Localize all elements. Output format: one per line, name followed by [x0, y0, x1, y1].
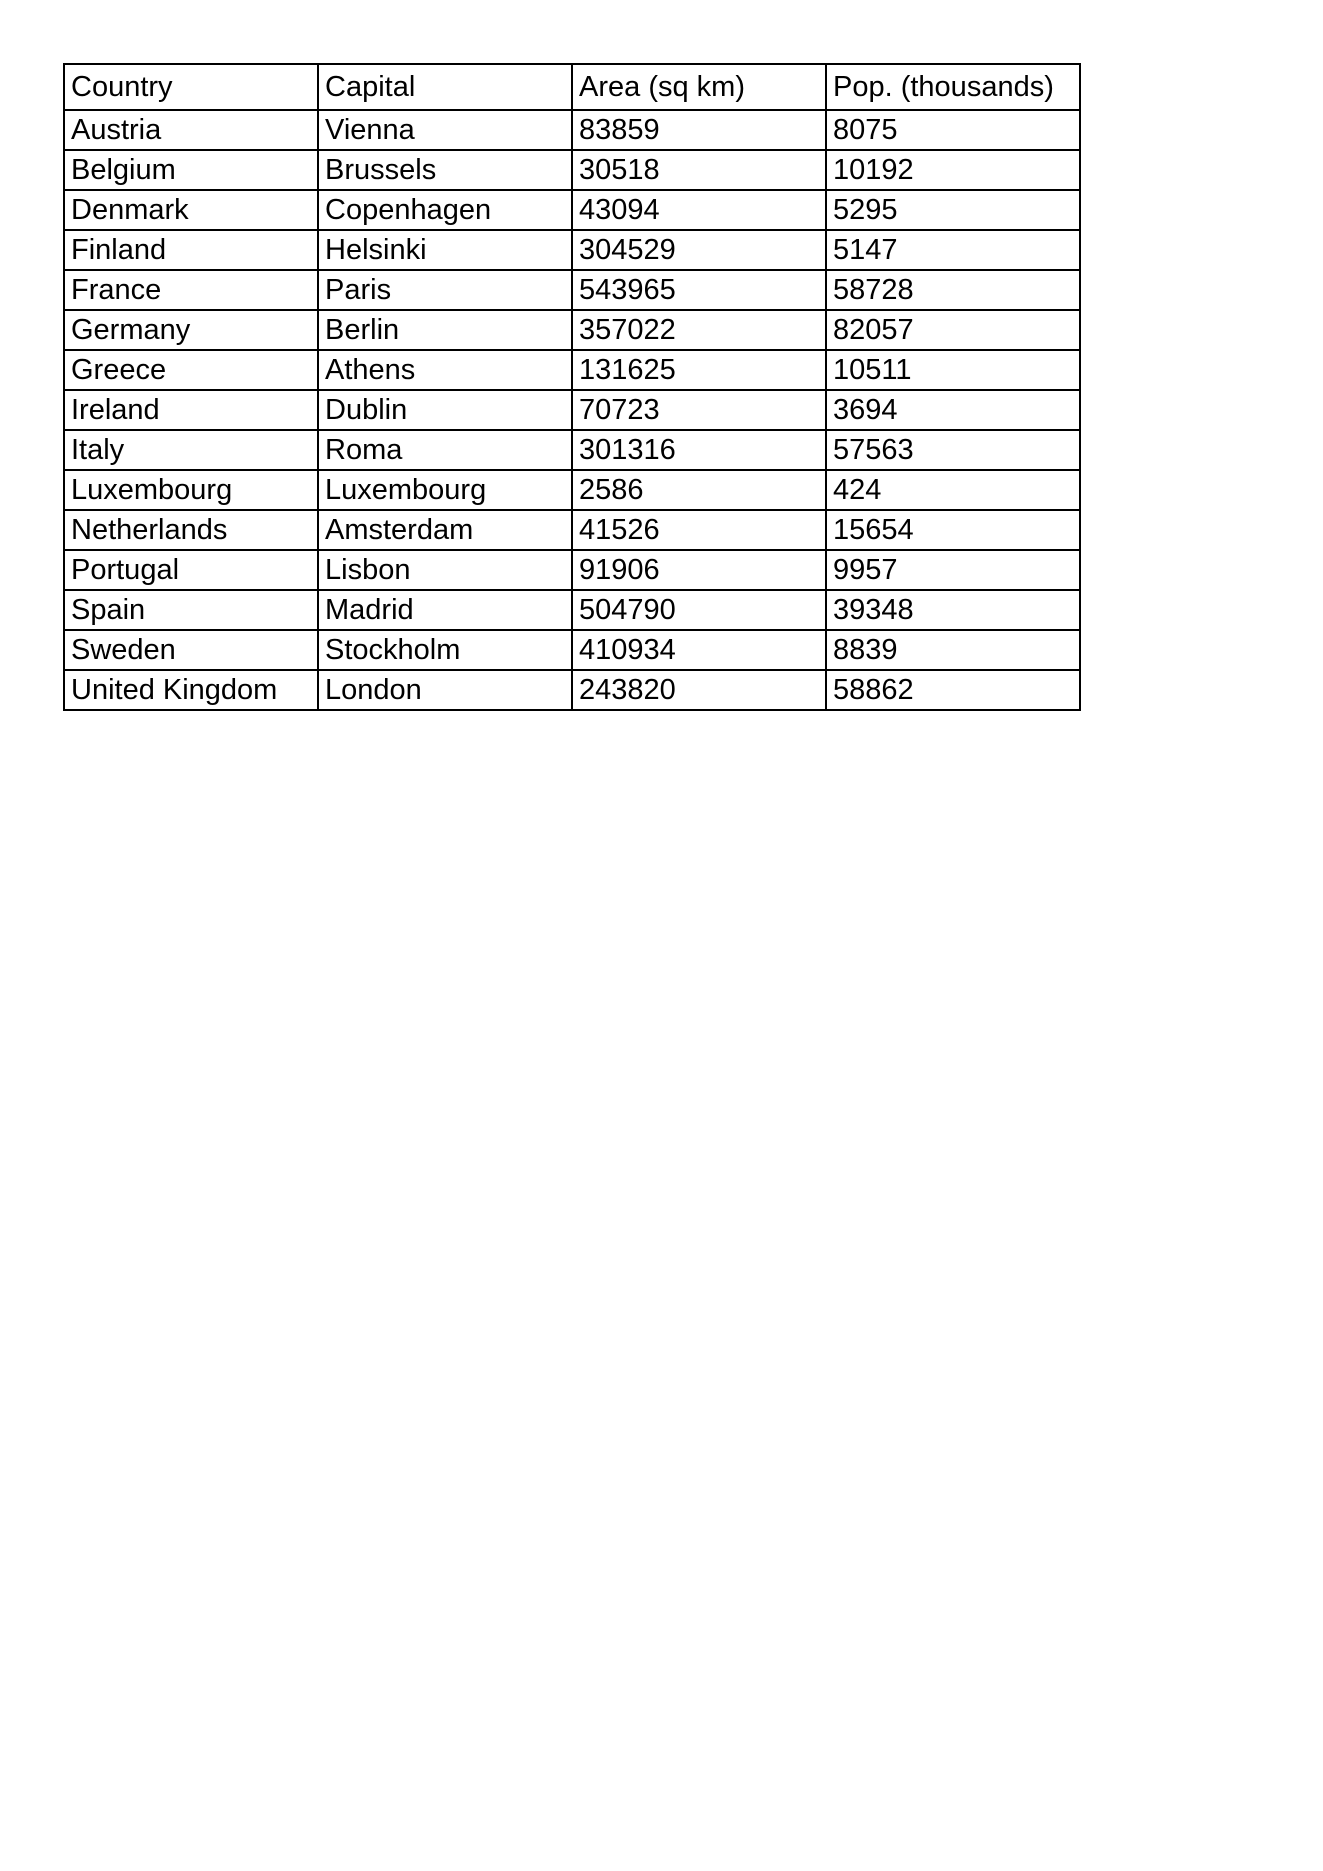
header-country: Country — [64, 64, 318, 110]
cell-area: 304529 — [572, 230, 826, 270]
cell-population: 9957 — [826, 550, 1080, 590]
cell-country: Luxembourg — [64, 470, 318, 510]
cell-country: Spain — [64, 590, 318, 630]
cell-country: Italy — [64, 430, 318, 470]
cell-country: Ireland — [64, 390, 318, 430]
cell-area: 301316 — [572, 430, 826, 470]
cell-country: Denmark — [64, 190, 318, 230]
cell-area: 30518 — [572, 150, 826, 190]
cell-country: Portugal — [64, 550, 318, 590]
header-population: Pop. (thousands) — [826, 64, 1080, 110]
cell-capital: Lisbon — [318, 550, 572, 590]
cell-population: 3694 — [826, 390, 1080, 430]
cell-country: Greece — [64, 350, 318, 390]
cell-capital: Brussels — [318, 150, 572, 190]
cell-country: Belgium — [64, 150, 318, 190]
cell-capital: Madrid — [318, 590, 572, 630]
cell-capital: Vienna — [318, 110, 572, 150]
cell-population: 39348 — [826, 590, 1080, 630]
cell-country: Netherlands — [64, 510, 318, 550]
cell-country: Germany — [64, 310, 318, 350]
cell-capital: Luxembourg — [318, 470, 572, 510]
cell-area: 504790 — [572, 590, 826, 630]
cell-area: 131625 — [572, 350, 826, 390]
cell-capital: Amsterdam — [318, 510, 572, 550]
cell-population: 8075 — [826, 110, 1080, 150]
table-header-row — [64, 64, 1080, 110]
table-row — [64, 150, 1080, 190]
cell-population: 82057 — [826, 310, 1080, 350]
cell-country: France — [64, 270, 318, 310]
cell-area: 543965 — [572, 270, 826, 310]
table-row — [64, 190, 1080, 230]
cell-population: 58728 — [826, 270, 1080, 310]
cell-area: 410934 — [572, 630, 826, 670]
table-row — [64, 430, 1080, 470]
table-row — [64, 110, 1080, 150]
cell-area: 83859 — [572, 110, 826, 150]
cell-capital: Helsinki — [318, 230, 572, 270]
table-row — [64, 550, 1080, 590]
cell-capital: Paris — [318, 270, 572, 310]
cell-capital: Athens — [318, 350, 572, 390]
table-body — [64, 64, 1080, 710]
table-row — [64, 470, 1080, 510]
country-table — [63, 63, 1081, 711]
cell-area: 91906 — [572, 550, 826, 590]
cell-capital: Stockholm — [318, 630, 572, 670]
cell-area: 2586 — [572, 470, 826, 510]
cell-country: Finland — [64, 230, 318, 270]
cell-population: 15654 — [826, 510, 1080, 550]
header-capital: Capital — [318, 64, 572, 110]
table-row — [64, 270, 1080, 310]
cell-country: Austria — [64, 110, 318, 150]
cell-population: 5147 — [826, 230, 1080, 270]
table-row — [64, 630, 1080, 670]
table-row — [64, 390, 1080, 430]
cell-population: 5295 — [826, 190, 1080, 230]
header-area: Area (sq km) — [572, 64, 826, 110]
cell-area: 43094 — [572, 190, 826, 230]
table-row — [64, 590, 1080, 630]
cell-population: 10511 — [826, 350, 1080, 390]
table-row — [64, 510, 1080, 550]
cell-country: United Kingdom — [64, 670, 318, 710]
table-row — [64, 350, 1080, 390]
cell-population: 58862 — [826, 670, 1080, 710]
cell-capital: Roma — [318, 430, 572, 470]
cell-area: 70723 — [572, 390, 826, 430]
cell-capital: Dublin — [318, 390, 572, 430]
cell-capital: Copenhagen — [318, 190, 572, 230]
cell-population: 8839 — [826, 630, 1080, 670]
cell-population: 10192 — [826, 150, 1080, 190]
cell-area: 243820 — [572, 670, 826, 710]
cell-country: Sweden — [64, 630, 318, 670]
table-row — [64, 230, 1080, 270]
cell-population: 424 — [826, 470, 1080, 510]
cell-capital: London — [318, 670, 572, 710]
table-row — [64, 310, 1080, 350]
cell-capital: Berlin — [318, 310, 572, 350]
cell-area: 41526 — [572, 510, 826, 550]
table-row — [64, 670, 1080, 710]
cell-area: 357022 — [572, 310, 826, 350]
cell-population: 57563 — [826, 430, 1080, 470]
